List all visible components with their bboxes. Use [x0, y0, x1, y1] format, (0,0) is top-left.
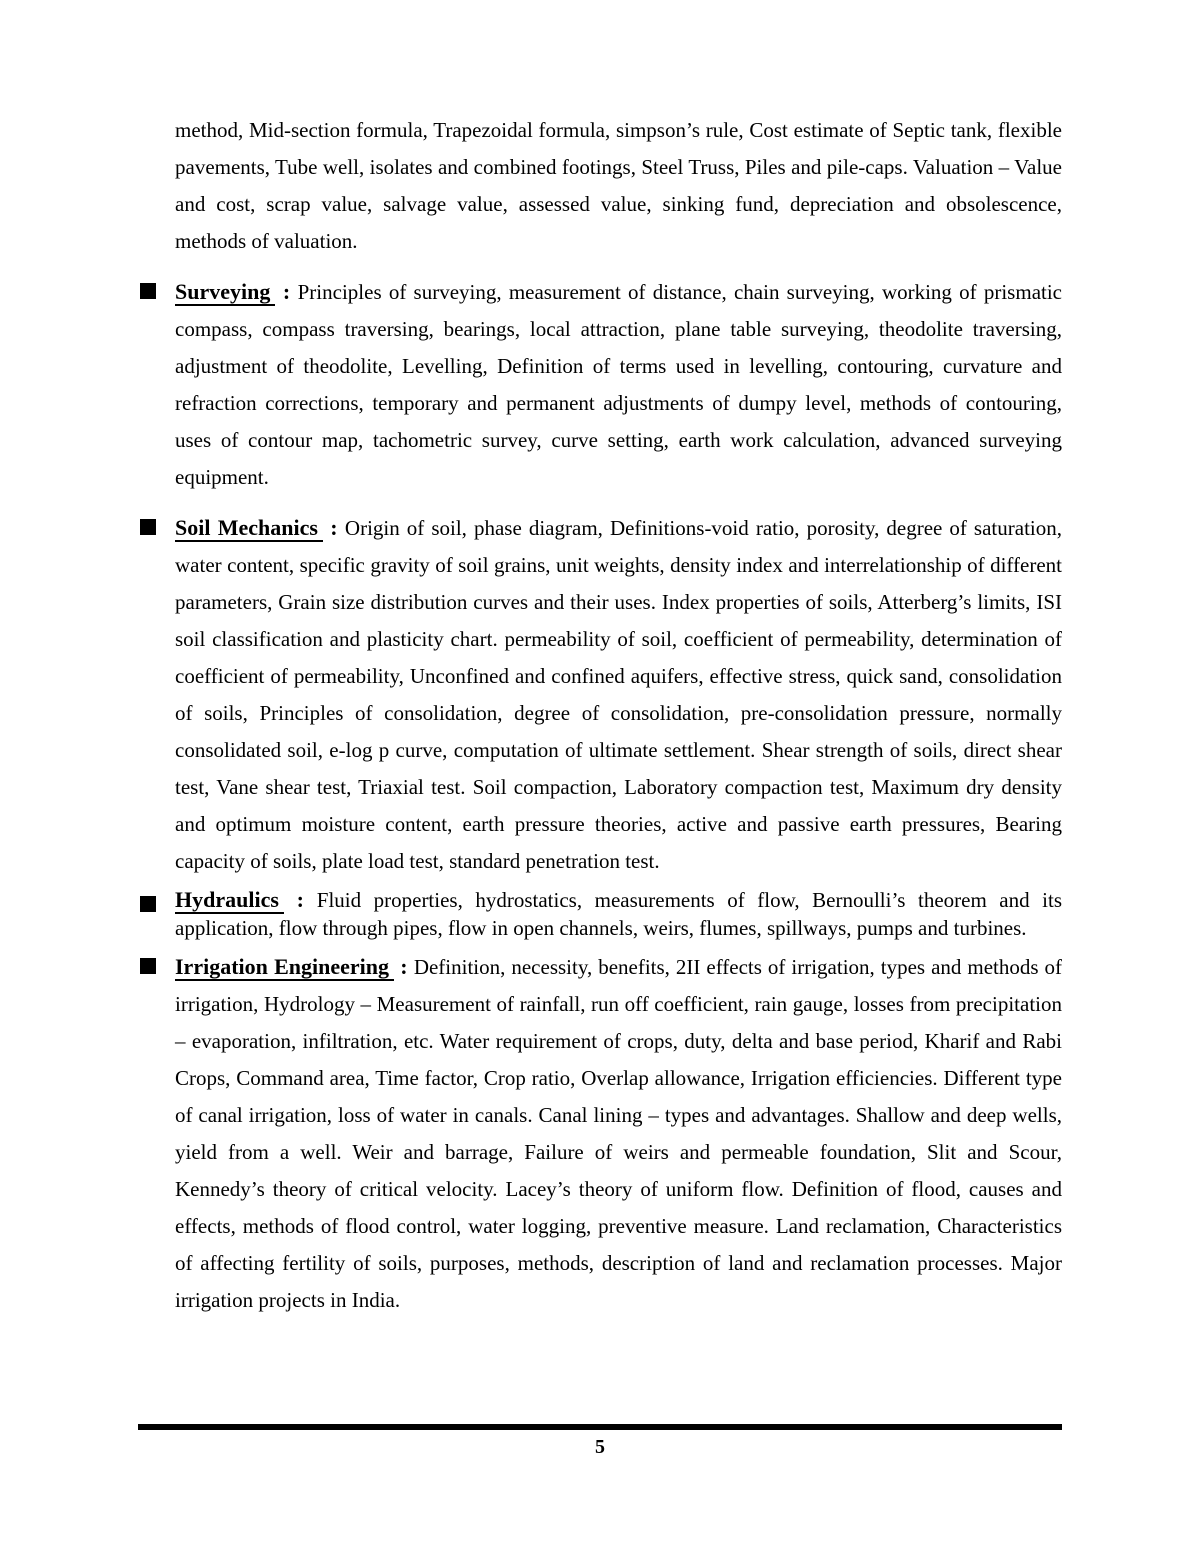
heading-colon: :	[283, 887, 317, 912]
section-irrigation-engineering	[140, 948, 1062, 1319]
section-heading: Surveying	[175, 279, 275, 306]
heading-colon: :	[394, 954, 414, 979]
section-heading: Soil Mechanics	[175, 515, 323, 542]
footer-double-rule	[138, 1424, 1062, 1430]
section-heading: Hydraulics	[175, 887, 284, 914]
section-text	[175, 273, 1062, 496]
bullet-square-icon	[140, 896, 156, 912]
section-text	[175, 509, 1062, 880]
paragraph-continuation: method, Mid-section formula, Trapezoidal formula, simpson’s rule, Cost estimate of Septic tank, flexible pavements, Tube well, isolates and combined footings, Steel Truss, Piles and pile-caps. Valuation – Value and cost, scrap value, salvage value, assessed value, sinking fund, depreciation and obsolescence, methods of valuation.	[175, 118, 1062, 253]
section-hydraulics	[140, 886, 1062, 942]
section-body-text: Definition, necessity, benefits, 2II effects of irrigation, types and methods of irrigation, Hydrology – Measurement of rainfall, run off coefficient, rain gauge, losses from precipitation – evaporation, infiltration, etc. Water requirement of crops, duty, delta and base period, Kharif and Rabi Crops, Command area, Time factor, Crop ratio, Overlap allowance, Irrigation efficiencies. Different type of canal irrigation, loss of water in canals. Canal lining – types and advantages. Shallow and deep wells, yield from a well. Weir and barrage, Failure of weirs and permeable foundation, Slit and Scour, Kennedy’s theory of critical velocity. Lacey’s theory of uniform flow. Definition of flood, causes and effects, methods of flood control, water logging, preventive measure. Land reclamation, Characteristics of affecting fertility of soils, purposes, methods, description of land and reclamation processes. Major irrigation projects in India.	[175, 955, 1063, 1312]
section-body-text: Fluid properties, hydrostatics, measurements of flow, Bernoulli’s theorem and its application, flow through pipes, flow in open channels, weirs, flumes, spillways, pumps and turbines.	[175, 888, 1062, 940]
page-number: 5	[595, 1436, 605, 1458]
section-soil-mechanics	[140, 509, 1062, 880]
section-body-text: Principles of surveying, measurement of distance, chain surveying, working of prismatic compass, compass traversing, bearings, local attraction, plane table surveying, theodolite traversing, adjustment of theodolite, Levelling, Definition of terms used in levelling, contouring, curvature and refraction corrections, temporary and permanent adjustments of dumpy level, methods of contouring, uses of contour map, tachometric survey, curve setting, earth work calculation, advanced surveying equipment.	[175, 280, 1063, 489]
bullet-square-icon	[140, 283, 156, 299]
section-heading: Irrigation Engineering	[175, 954, 394, 981]
section-text	[175, 886, 1062, 942]
bullet-square-icon	[140, 519, 156, 535]
section-text	[175, 948, 1062, 1319]
heading-colon: :	[322, 515, 345, 540]
heading-colon: :	[275, 279, 298, 304]
section-body-text: Origin of soil, phase diagram, Definitions-void ratio, porosity, degree of saturation, water content, specific gravity of soil grains, unit weights, density index and interrelationship of different parameters, Grain size distribution curves and their uses. Index properties of soils, Atterberg’s limits, ISI soil classification and plasticity chart. permeability of soil, coefficient of permeability, determination of coefficient of permeability, Unconfined and confined aquifers, effective stress, quick sand, consolidation of soils, Principles of consolidation, degree of consolidation, pre-consolidation pressure, normally consolidated soil, e-log p curve, computation of ultimate settlement. Shear strength of soils, direct shear test, Vane shear test, Triaxial test. Soil compaction, Laboratory compaction test, Maximum dry density and optimum moisture content, earth pressure theories, active and passive earth pressures, Bearing capacity of soils, plate load test, standard penetration test.	[175, 516, 1062, 873]
section-surveying	[140, 273, 1062, 496]
page-content	[140, 112, 1062, 1332]
bullet-square-icon	[140, 958, 156, 974]
